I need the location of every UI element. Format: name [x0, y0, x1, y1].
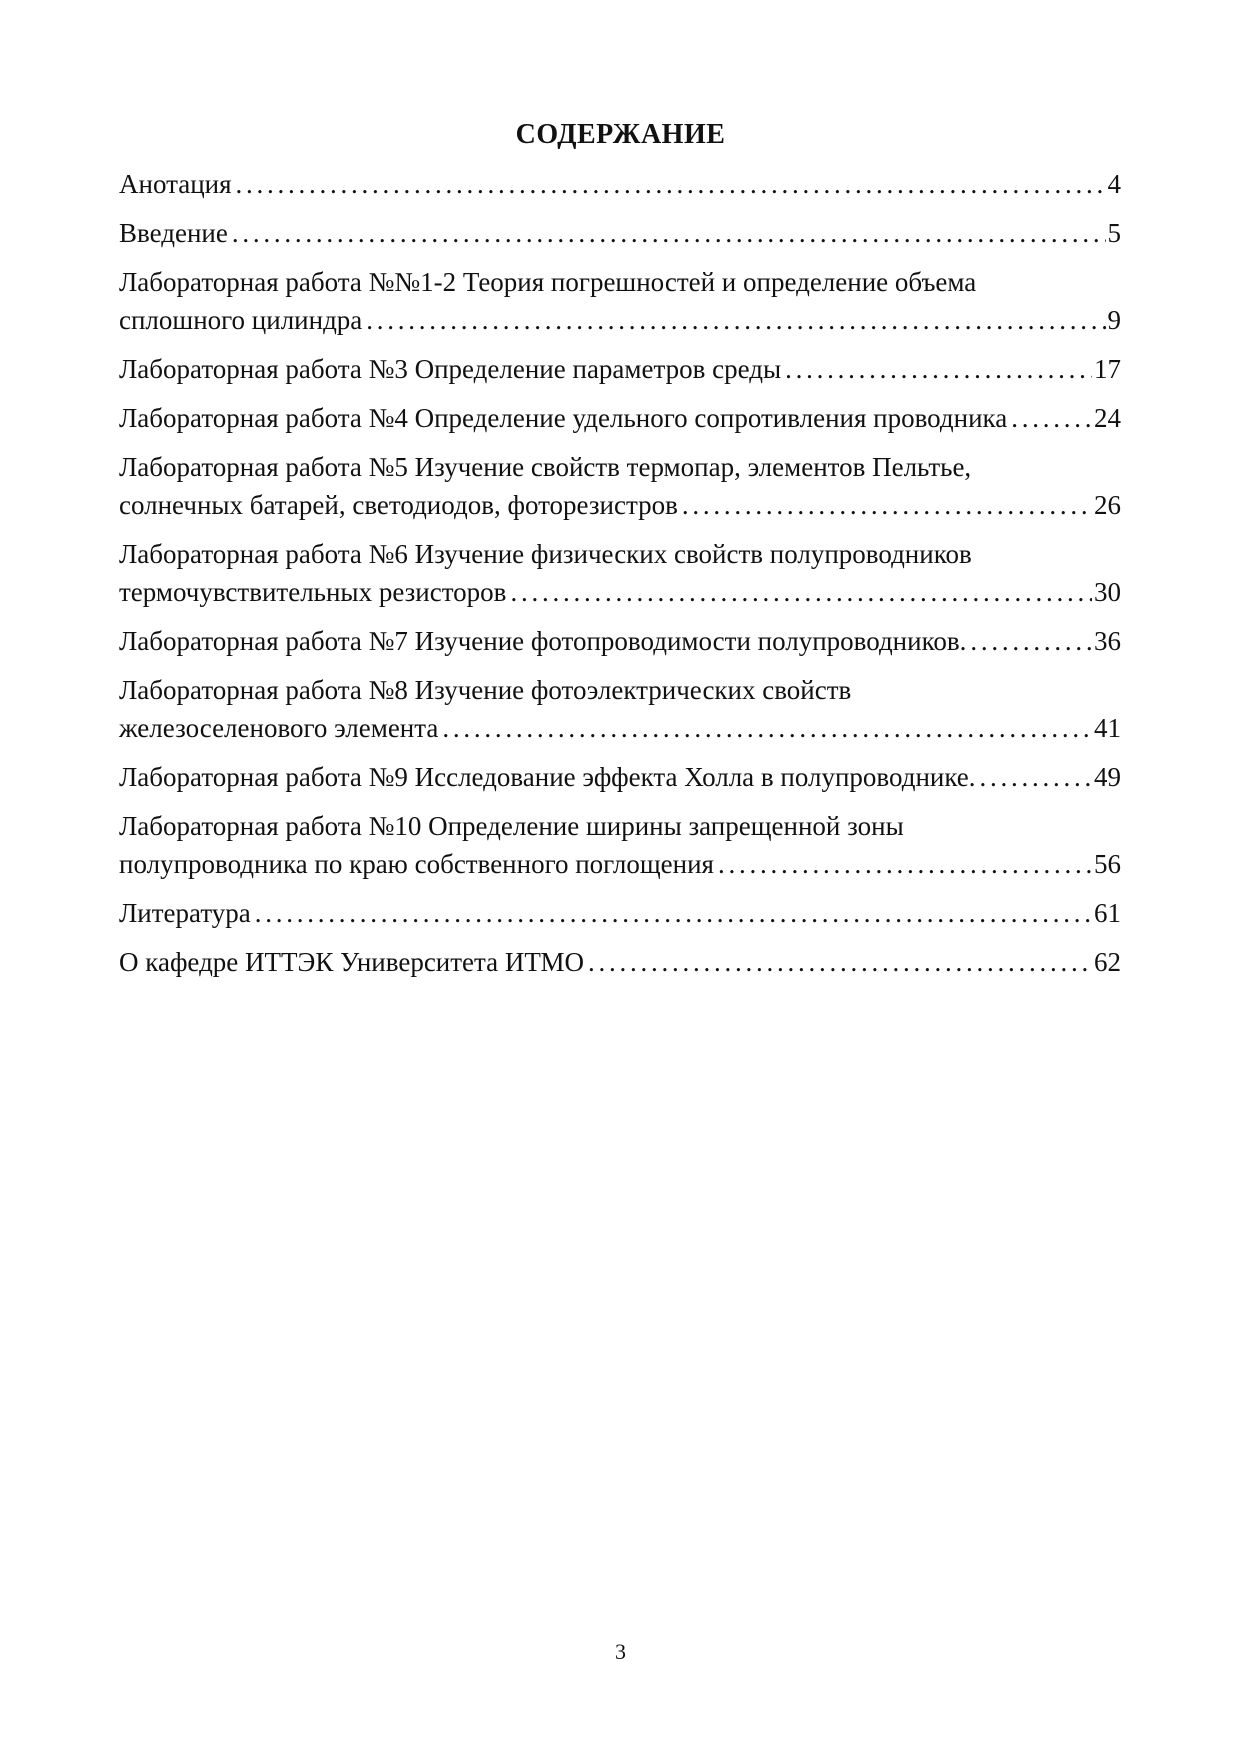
toc-entry-line	[119, 399, 1121, 437]
toc-entry-title-line: Лабораторная работа №№1-2 Теория погрешностей и определение объема	[119, 267, 977, 297]
toc-entry-title: железоселенового элемента	[119, 713, 439, 743]
dot-leader	[236, 165, 1106, 203]
toc-entry-page: 26	[1094, 490, 1121, 520]
toc-entry-line	[119, 486, 1121, 524]
toc-entry-page: 17	[1094, 354, 1121, 384]
toc-entry-title: солнечных батарей, светодиодов, фоторезистров	[119, 490, 678, 520]
toc-entry-title: Литература	[119, 898, 251, 928]
toc-entry-page: 62	[1094, 947, 1121, 977]
toc-title: СОДЕРЖАНИЕ	[515, 119, 726, 150]
toc-entry[interactable]	[119, 263, 1121, 339]
toc-entry[interactable]	[119, 671, 1121, 747]
toc-entry[interactable]	[119, 350, 1121, 388]
toc-entry-title: О кафедре ИТТЭК Университета ИТМО	[119, 947, 585, 977]
page-number: 3	[615, 1639, 626, 1664]
toc-entry-line	[119, 350, 1121, 388]
dot-leader	[232, 214, 1106, 252]
table-of-contents	[119, 165, 1121, 992]
toc-entry-title: Введение	[119, 218, 228, 248]
dot-leader	[255, 894, 1092, 932]
toc-entry[interactable]	[119, 165, 1121, 203]
toc-entry-page: 5	[1107, 218, 1121, 248]
toc-entry-line	[119, 943, 1121, 981]
toc-entry-title: Лабораторная работа №3 Определение параметров среды	[119, 354, 782, 384]
toc-entry-title: Анотация	[119, 169, 232, 199]
toc-entry[interactable]	[119, 943, 1121, 981]
toc-entry-line	[119, 214, 1121, 252]
toc-entry-title: термочувствительных резисторов	[119, 577, 507, 607]
toc-entry-page: 41	[1094, 713, 1121, 743]
dot-leader	[980, 758, 1092, 796]
toc-entry-page: 4	[1107, 169, 1121, 199]
toc-entry[interactable]	[119, 399, 1121, 437]
toc-entry-line	[119, 301, 1121, 339]
dot-leader	[510, 573, 1092, 611]
toc-entry-page: 61	[1094, 898, 1121, 928]
toc-entry-page: 9	[1107, 305, 1121, 335]
toc-entry-line	[119, 758, 1121, 796]
toc-entry-line	[119, 845, 1121, 883]
toc-entry-page: 36	[1094, 626, 1121, 656]
dot-leader	[1011, 399, 1092, 437]
toc-entry[interactable]	[119, 535, 1121, 611]
toc-entry[interactable]	[119, 622, 1121, 660]
toc-entry-title-line: Лабораторная работа №6 Изучение физических свойств полупроводников	[119, 539, 972, 569]
dot-leader	[970, 622, 1092, 660]
toc-entry-title-line: Лабораторная работа №5 Изучение свойств термопар, элементов Пельтье,	[119, 452, 972, 482]
dot-leader	[442, 709, 1092, 747]
toc-entry-line	[119, 573, 1121, 611]
toc-entry-title-line: Лабораторная работа №10 Определение ширины запрещенной зоны	[119, 811, 904, 841]
toc-entry[interactable]	[119, 807, 1121, 883]
dot-leader	[588, 943, 1092, 981]
toc-entry-title: полупроводника по краю собственного поглощения	[119, 849, 714, 879]
toc-entry-title: Лабораторная работа №4 Определение удельного сопротивления проводника	[119, 403, 1008, 433]
toc-entry[interactable]	[119, 894, 1121, 932]
dot-leader	[785, 350, 1092, 388]
toc-entry-title: Лабораторная работа №9 Исследование эффекта Холла в полупроводнике.	[119, 762, 976, 792]
toc-entry-title: сплошного цилиндра	[119, 305, 363, 335]
toc-entry-line	[119, 709, 1121, 747]
dot-leader	[366, 301, 1105, 339]
toc-entry-page: 56	[1094, 849, 1121, 879]
toc-entry-title-line: Лабораторная работа №8 Изучение фотоэлектрических свойств	[119, 675, 852, 705]
toc-entry-line	[119, 165, 1121, 203]
toc-entry[interactable]	[119, 758, 1121, 796]
toc-entry-line	[119, 894, 1121, 932]
toc-entry[interactable]	[119, 448, 1121, 524]
dot-leader	[718, 845, 1092, 883]
dot-leader	[682, 486, 1092, 524]
toc-entry-title: Лабораторная работа №7 Изучение фотопроводимости полупроводников.	[119, 626, 967, 656]
toc-entry-page: 24	[1094, 403, 1121, 433]
toc-entry-line	[119, 622, 1121, 660]
toc-entry-page: 30	[1094, 577, 1121, 607]
toc-entry-page: 49	[1094, 762, 1121, 792]
toc-entry[interactable]	[119, 214, 1121, 252]
